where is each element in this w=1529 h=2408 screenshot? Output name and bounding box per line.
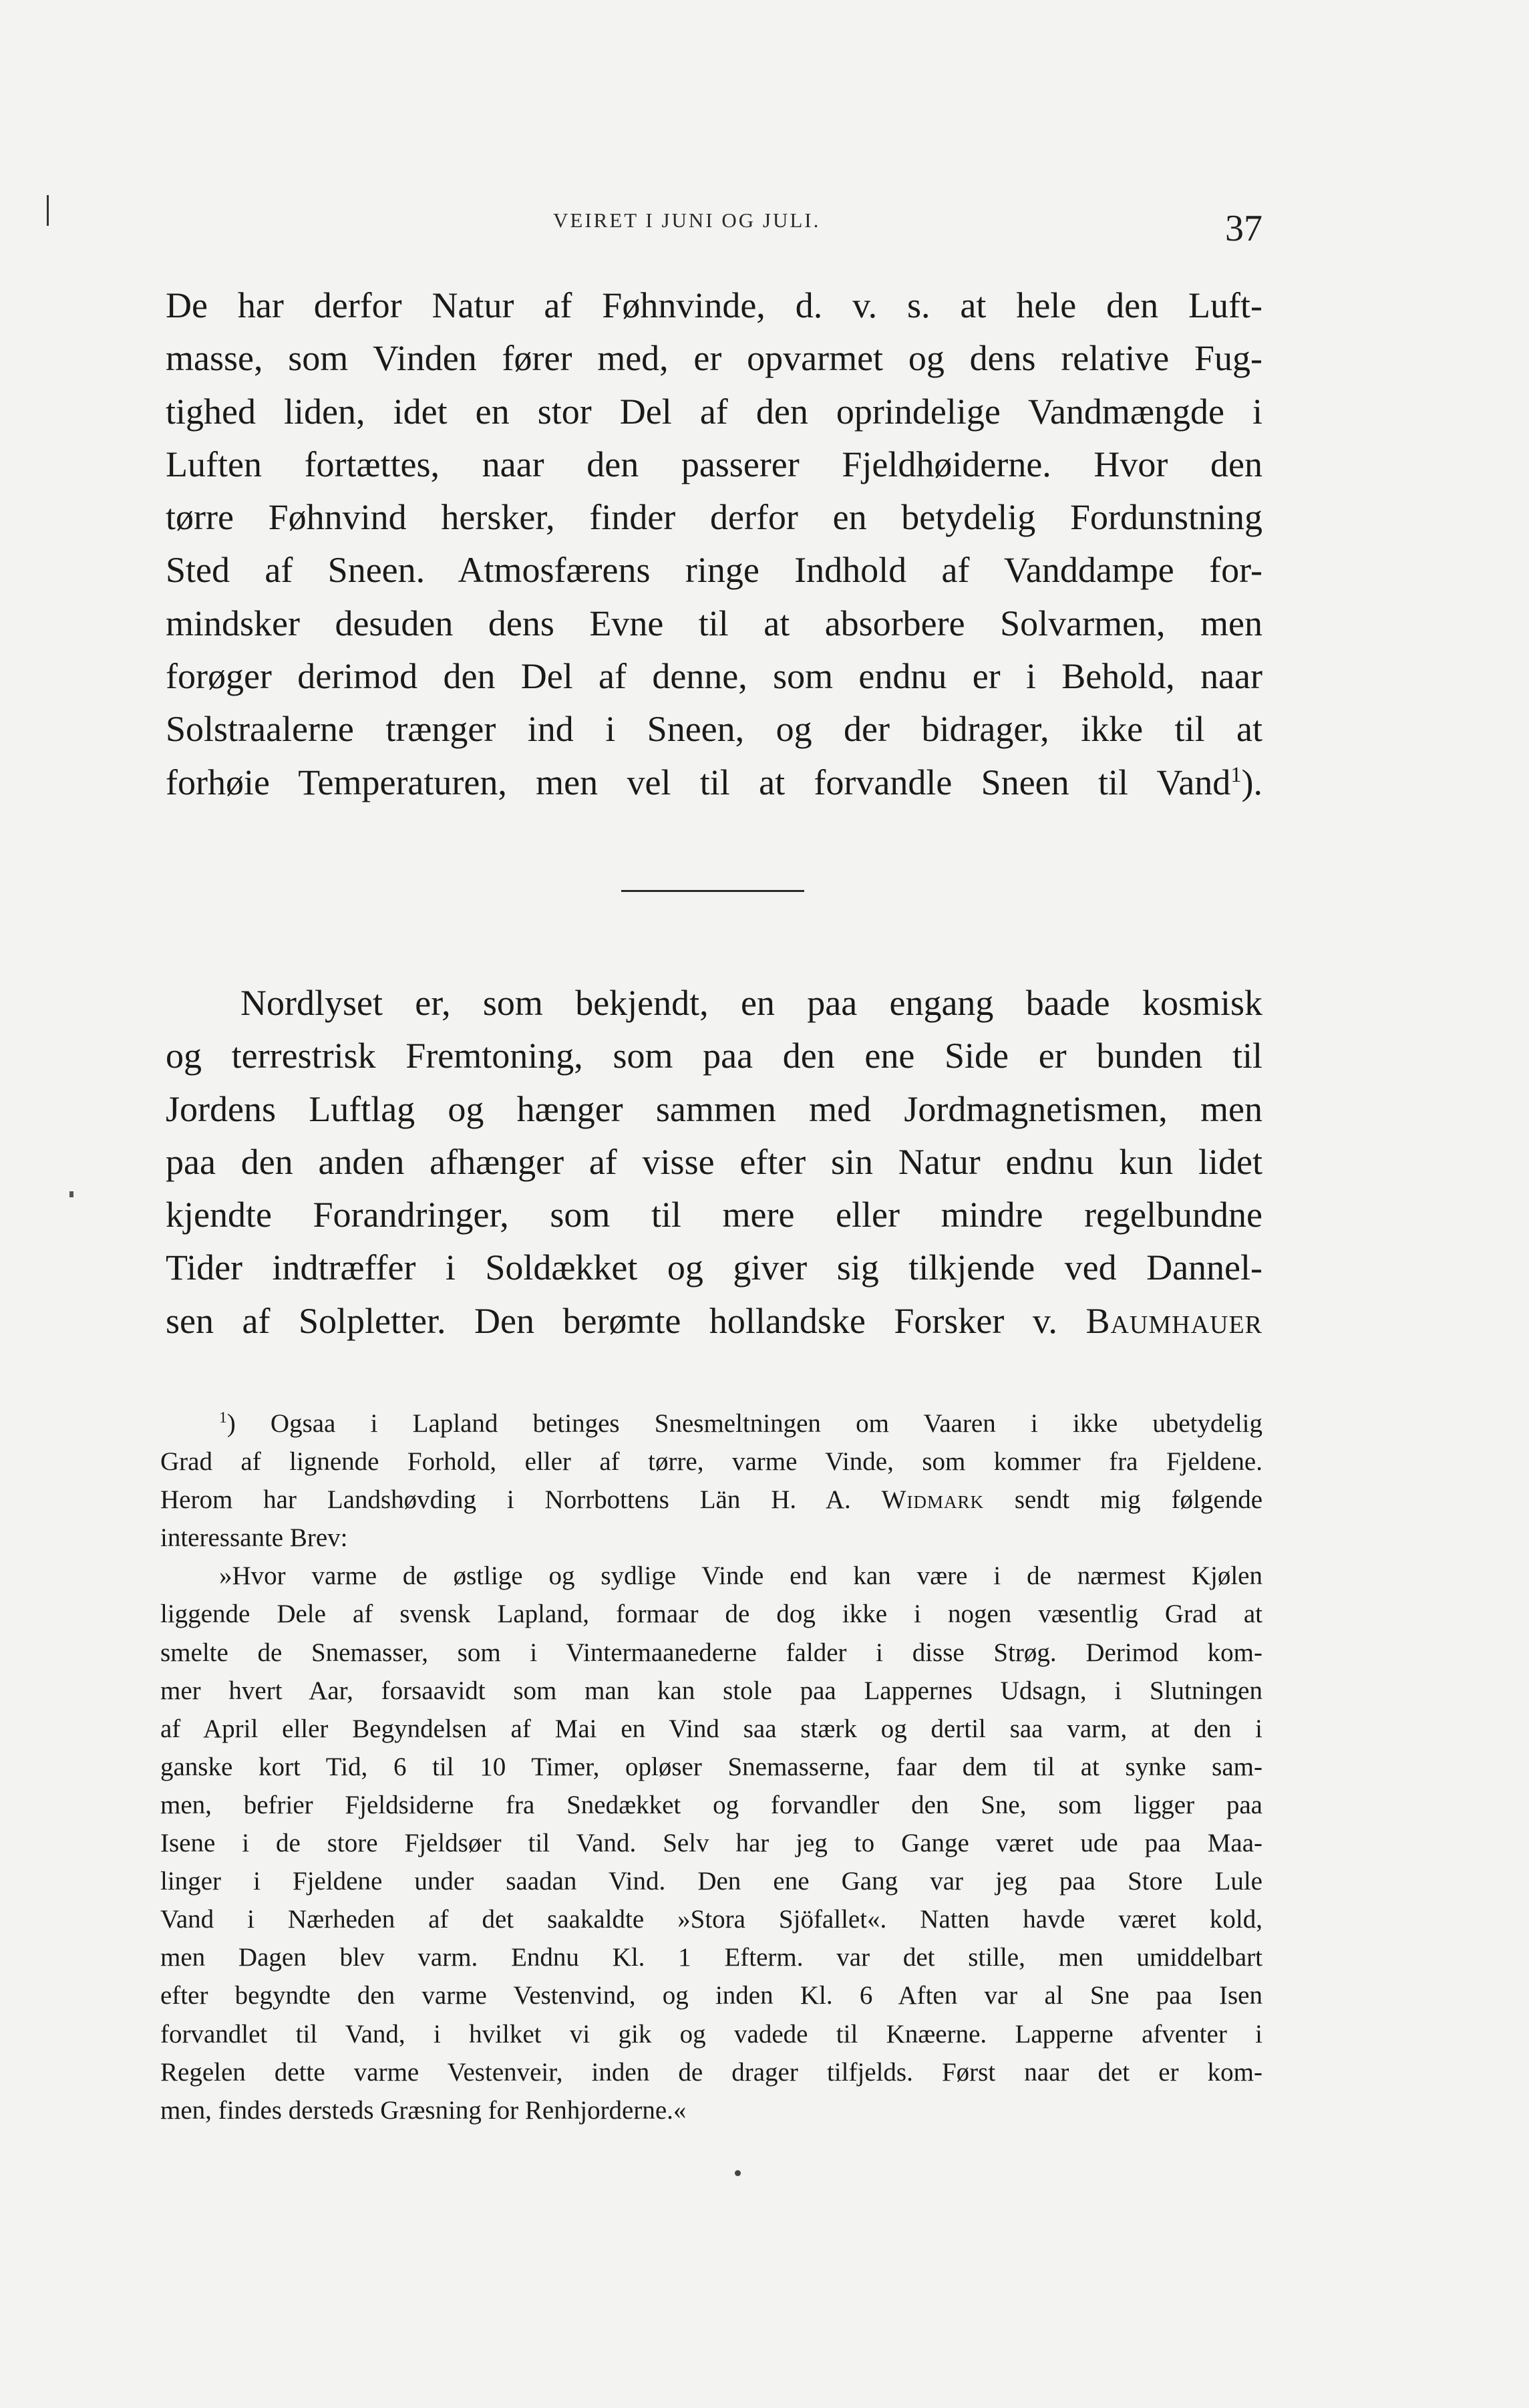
text-line-ending: ). (1241, 762, 1262, 802)
letter-line: men Dagen blev varm. Endnu Kl. 1 Efterm. var det stille, men umiddelbart (160, 1943, 1262, 1972)
margin-speck (69, 1191, 73, 1197)
letter-line: men, befrier Fjeldsiderne fra Snedækket og forvandler den Sne, som ligger paa (160, 1790, 1262, 1819)
text-line: kjendte Forandringer, som til mere eller mindre regelbundne (166, 1195, 1262, 1235)
letter-line: Regelen dette varme Vestenveir, inden de drager tilfjelds. Først naar det er kom- (160, 2057, 1262, 2087)
paragraph-nordlyset (166, 977, 1262, 1348)
text-line: paa den anden afhænger af visse efter sin Natur endnu kun lidet (166, 1141, 1262, 1182)
section-divider (621, 890, 804, 892)
person-name: Widmark (881, 1485, 984, 1515)
letter-line: smelte de Snemasser, som i Vintermaanederne falder i disse Strøg. Derimod kom- (160, 1638, 1262, 1667)
letter-line: linger i Fjeldene under saadan Vind. Den ene Gang var jeg paa Store Lule (160, 1867, 1262, 1896)
letter-line: Vand i Nærheden af det saakaldte »Stora Sjöfallet«. Natten havde været kold, (160, 1905, 1262, 1934)
text-line-last (166, 1295, 1262, 1348)
bottom-dot (735, 2170, 741, 2176)
text-line: masse, som Vinden fører med, er opvarmet og dens relative Fug- (166, 338, 1262, 379)
footnote-line: interessante Brev: (160, 1523, 348, 1553)
footnote-line (160, 1481, 1262, 1519)
text-line: tighed liden, idet en stor Del af den oprindelige Vandmængde i (166, 391, 1262, 432)
text-line: Luften fortættes, naar den passerer Fjeldhøiderne. Hvor den (166, 444, 1262, 484)
text-line: Sted af Sneen. Atmosfærens ringe Indhold af Vanddampe for- (166, 550, 1262, 591)
footnote-line: $^1$) Ogsaa i Lapland betinges Snesmeltningen om Vaaren i ikke ubetydelig (219, 1409, 1262, 1438)
text-line: Solstraalerne trænger ind i Sneen, og der bidrager, ikke til at (166, 709, 1262, 750)
footnote-reference: 1 (1230, 762, 1242, 787)
letter-line: efter begyndte den varme Vestenvind, og inden Kl. 6 Aften var al Sne paa Isen (160, 1981, 1262, 2010)
letter-line: Isene i de store Fjeldsøer til Vand. Selv har jeg to Gange været ude paa Maa- (160, 1829, 1262, 1858)
text-line-last (166, 756, 1262, 809)
text-line: tørre Føhnvind hersker, finder derfor en betydelig Fordunstning (166, 497, 1262, 538)
footnote-text: sendt mig følgende (1014, 1485, 1263, 1515)
letter-line: af April eller Begyndelsen af Mai en Vind saa stærk og dertil saa varm, at den i (160, 1714, 1262, 1743)
footnote-marker: 1 (219, 1409, 227, 1426)
running-head: VEIRET I JUNI OG JULI. (553, 208, 821, 232)
text-line-content: sen af Solpletter. Den berømte hollandske Forsker v. (166, 1300, 1057, 1341)
footnote-text: Herom har Landshøvding i Norrbottens Län H. A. (160, 1485, 851, 1515)
text-line: De har derfor Natur af Føhnvinde, d. v. s. at hele den Luft- (166, 285, 1262, 325)
margin-mark (47, 195, 49, 226)
text-line: Tider indtræffer i Soldækket og giver sig tilkjende ved Dannel- (166, 1247, 1262, 1288)
footnote-line: Grad af lignende Forhold, eller af tørre, varme Vinde, som kommer fra Fjeldene. (160, 1447, 1262, 1477)
letter-line: liggende Dele af svensk Lapland, formaar de dog ikke i nogen væsentlig Grad at (160, 1600, 1262, 1629)
letter-line: ganske kort Tid, 6 til 10 Timer, opløser Snemasserne, faar dem til at synke sam- (160, 1752, 1262, 1781)
text-line: Nordlyset er, som bekjendt, en paa engang baade kosmisk (240, 983, 1262, 1023)
text-line: Jordens Luftlag og hænger sammen med Jordmagnetismen, men (166, 1088, 1262, 1129)
text-line-content: forhøie Temperaturen, men vel til at forvandle Sneen til Vand (166, 762, 1231, 802)
paragraph-foehn (166, 279, 1262, 809)
letter-line: mer hvert Aar, forsaavidt som man kan stole paa Lappernes Udsagn, i Slutningen (160, 1676, 1262, 1705)
text-line: forøger derimod den Del af denne, som endnu er i Behold, naar (166, 656, 1262, 697)
page-header (166, 194, 1262, 254)
footnote-text: Ogsaa i Lapland betinges Snesmeltningen om Vaaren i ikke ubetydelig (270, 1409, 1262, 1438)
letter-line: »Hvor varme de østlige og sydlige Vinde end kan være i de nærmest Kjølen (219, 1561, 1262, 1591)
letter-line: men, findes dersteds Græsning for Renhjorderne.« (160, 2095, 687, 2125)
text-line: og terrestrisk Fremtoning, som paa den ene Side er bunden til (166, 1036, 1262, 1076)
page-number: 37 (1225, 208, 1262, 249)
author-name: Baumhauer (1085, 1300, 1263, 1341)
text-line: mindsker desuden dens Evne til at absorbere Solvarmen, men (166, 603, 1262, 643)
letter-line: forvandlet til Vand, i hvilket vi gik og vadede til Knæerne. Lapperne afventer i (160, 2019, 1262, 2049)
footnote (160, 1404, 1262, 2129)
